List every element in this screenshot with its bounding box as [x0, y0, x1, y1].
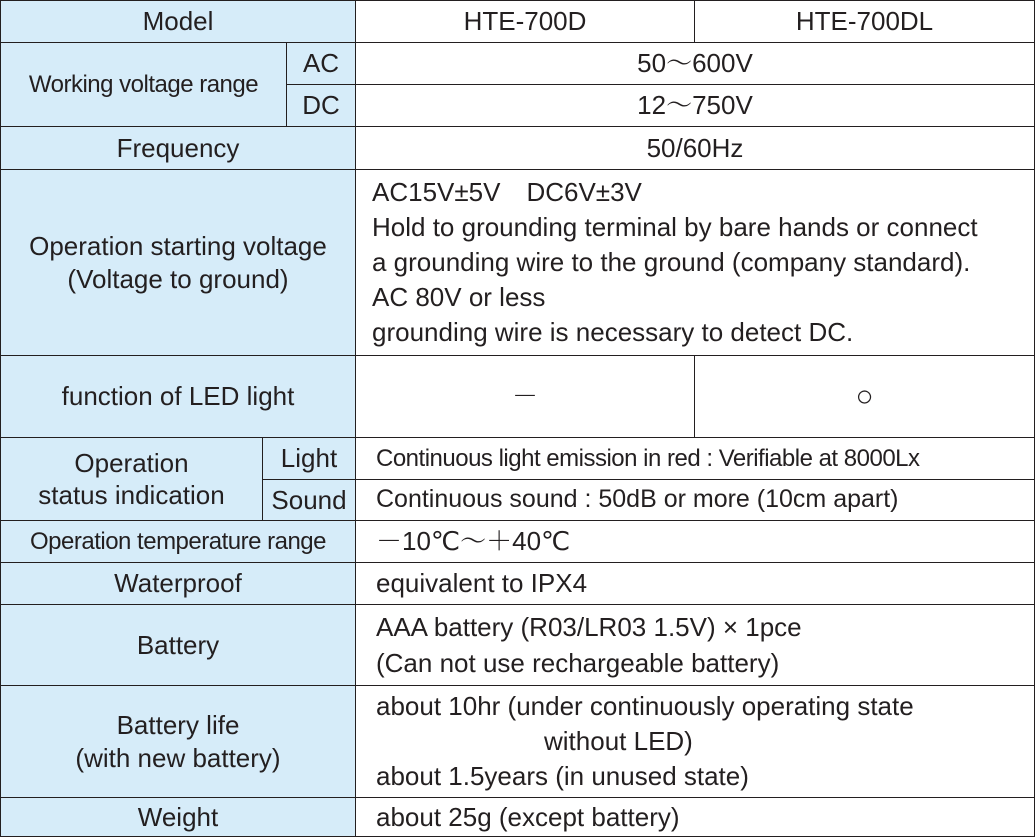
- battery-line1: AAA battery (R03/LR03 1.5V) × 1pce: [376, 612, 802, 642]
- led-function-label: function of LED light: [0, 355, 356, 438]
- operation-starting-voltage-line: Hold to grounding terminal by bare hands or connect: [372, 212, 978, 242]
- battery-label: Battery: [0, 604, 356, 686]
- operation-starting-voltage-label-line1: Operation starting voltage: [29, 231, 327, 261]
- status-indication-label-line2: status indication: [38, 480, 225, 510]
- battery-life-label: [0, 685, 356, 798]
- weight-label: Weight: [0, 797, 356, 837]
- temperature-label: Operation temperature range: [0, 520, 356, 563]
- battery-life-line2: without LED): [544, 726, 693, 756]
- battery-life-line1: about 10hr (under continuously operating state: [376, 691, 914, 721]
- operation-starting-voltage-value: [355, 169, 1035, 356]
- status-sound-label: Sound: [262, 479, 356, 521]
- temperature-value: －10℃～＋40℃: [355, 520, 1035, 563]
- frequency-value: 50/60Hz: [355, 126, 1035, 170]
- operation-starting-voltage-line: a grounding wire to the ground (company standard).: [372, 247, 971, 277]
- operation-starting-voltage-line: AC 80V or less: [372, 282, 546, 312]
- working-voltage-dc-label: DC: [286, 84, 356, 127]
- led-function-hte-700dl: ○: [694, 355, 1035, 438]
- working-voltage-dc-value: 12～750V: [355, 84, 1035, 127]
- battery-life-line3: about 1.5years (in unused state): [376, 761, 749, 791]
- working-voltage-label: Working voltage range: [0, 42, 287, 127]
- waterproof-label: Waterproof: [0, 562, 356, 605]
- operation-starting-voltage-line: AC15V±5V DC6V±3V: [372, 177, 642, 207]
- battery-line2: (Can not use rechargeable battery): [376, 648, 780, 678]
- operation-starting-voltage-label: [0, 169, 356, 356]
- battery-life-value: [355, 685, 1035, 798]
- operation-starting-voltage-line: grounding wire is necessary to detect DC.: [372, 317, 854, 347]
- status-indication-label-line1: Operation: [74, 447, 189, 478]
- working-voltage-ac-label: AC: [286, 42, 356, 85]
- model-label: Model: [0, 0, 356, 43]
- status-light-label: Light: [262, 437, 356, 480]
- model-hte-700d: HTE-700D: [355, 0, 695, 43]
- model-hte-700dl: HTE-700DL: [694, 0, 1035, 43]
- status-light-value: Continuous light emission in red : Verifiable at 8000Lx: [355, 437, 1035, 480]
- weight-value: about 25g (except battery): [355, 797, 1035, 837]
- operation-starting-voltage-label-line2: (Voltage to ground): [67, 263, 289, 294]
- frequency-label: Frequency: [0, 126, 356, 170]
- battery-life-label-line1: Battery life: [116, 710, 240, 740]
- led-function-hte-700d: －: [355, 355, 695, 438]
- status-sound-value: Continuous sound : 50dB or more (10cm apart): [355, 479, 1035, 521]
- battery-life-label-line2: (with new battery): [75, 742, 281, 773]
- battery-value: [355, 604, 1035, 686]
- status-indication-label: [0, 437, 263, 521]
- waterproof-value: equivalent to IPX4: [355, 562, 1035, 605]
- working-voltage-ac-value: 50～600V: [355, 42, 1035, 85]
